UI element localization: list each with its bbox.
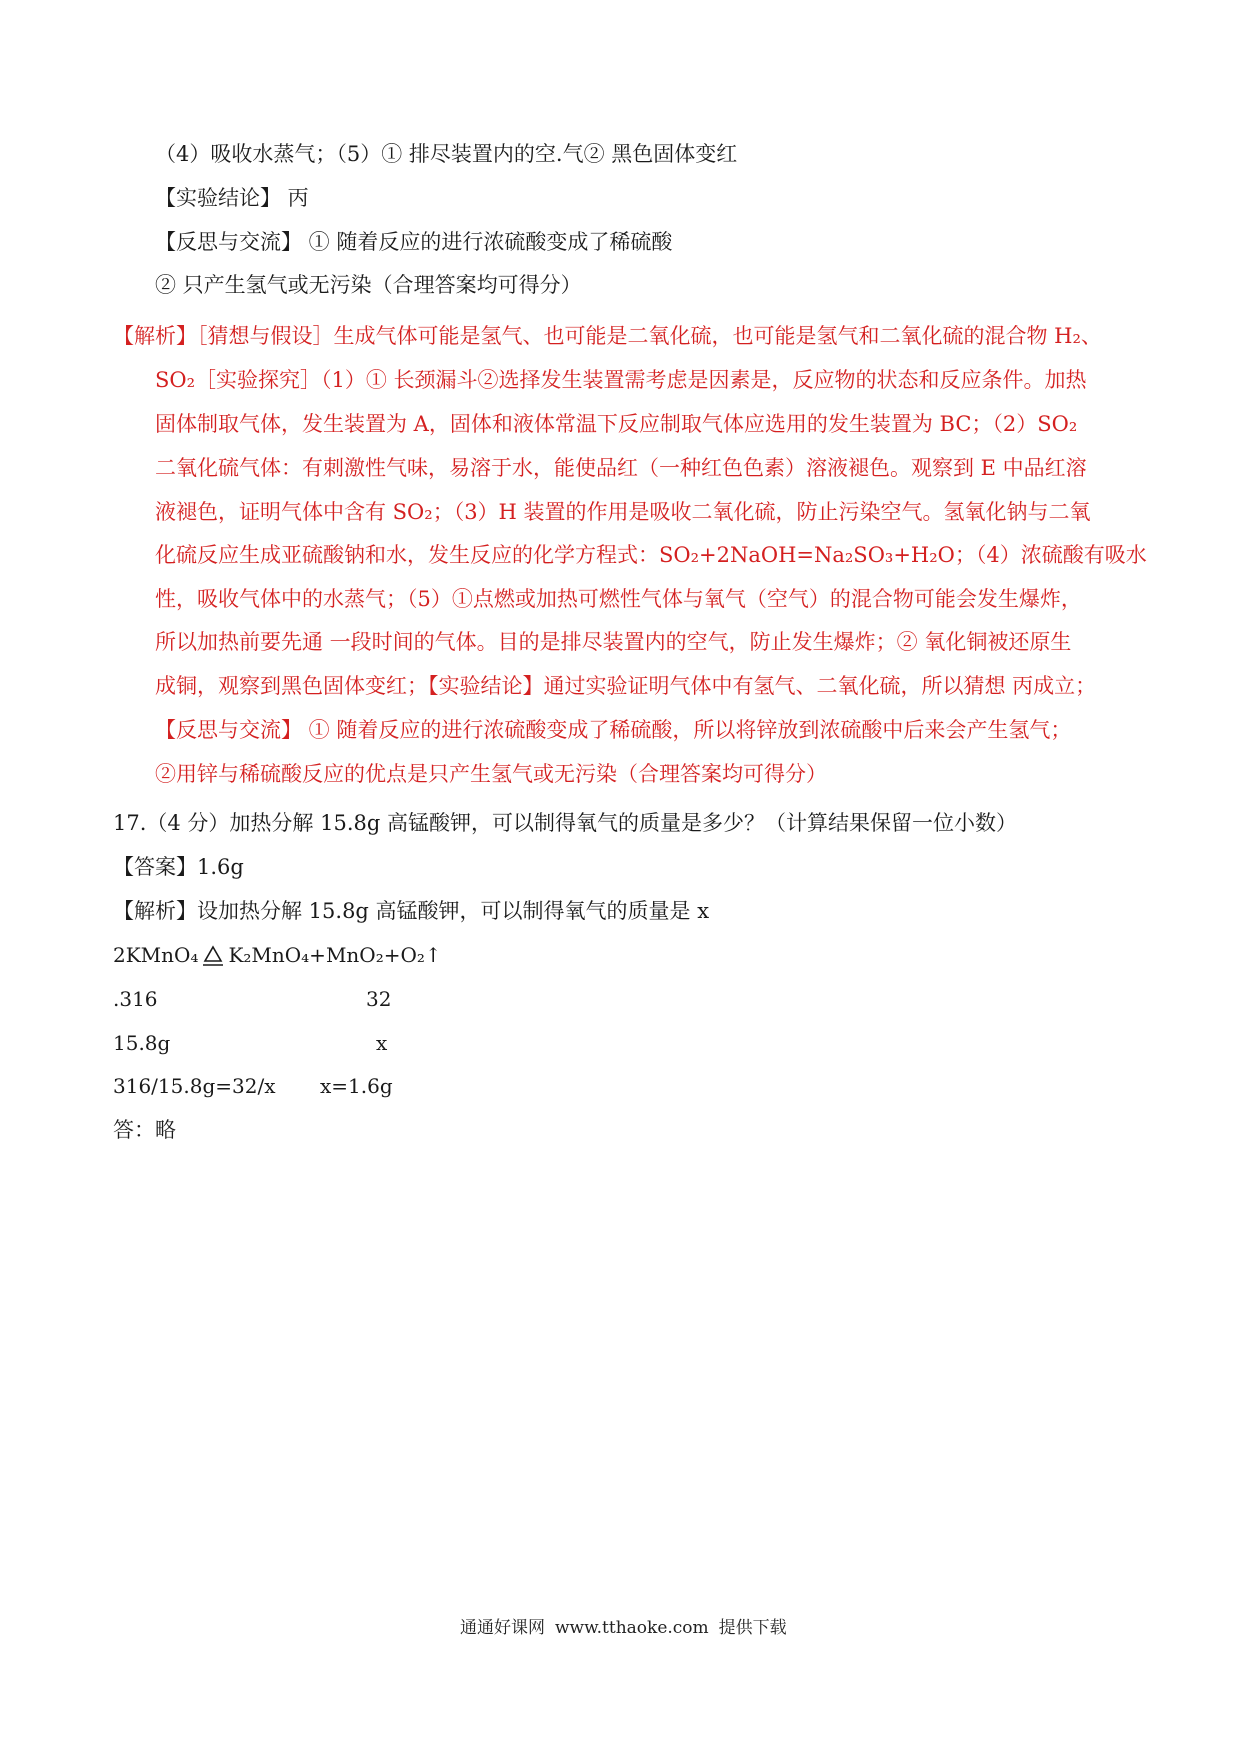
answer-reflection-2: ② 只产生氢气或无污染（合理答案均可得分）	[155, 273, 582, 297]
page-footer	[460, 1616, 787, 1640]
analysis-line: ②用锌与稀硫酸反应的优点是只产生氢气或无污染（合理答案均可得分）	[155, 762, 827, 786]
answer-conclusion: 【实验结论】 丙	[155, 186, 309, 210]
ratio-row-2-left: 15.8g	[113, 1031, 171, 1055]
chemical-equation	[113, 941, 442, 969]
answer-reflection: 【反思与交流】 ① 随着反应的进行浓硫酸变成了稀硫酸	[155, 230, 673, 254]
analysis-line: 化硫反应生成亚硫酸钠和水，发生反应的化学方程式：SO₂+2NaOH=Na₂SO₃+H₂O；（4）浓硫酸有吸水	[155, 543, 1147, 567]
equation-reactant: 2KMnO₄	[113, 943, 199, 967]
footer-site-name: 通通好课网	[460, 1618, 545, 1638]
analysis-line: 所以加热前要先通 一段时间的气体。目的是排尽装置内的空气，防止发生爆炸；② 氧化铜被还原生	[155, 630, 1072, 654]
analysis-line: 二氧化硫气体：有刺激性气味，易溶于水，能使品红（一种红色色素）溶液褪色。观察到 E 中品红溶	[155, 456, 1087, 480]
footer-url-link[interactable]: www.tthaoke.com	[555, 1618, 709, 1638]
heat-triangle-icon	[202, 944, 224, 966]
ratio-row-3-right: x=1.6g	[320, 1074, 393, 1098]
answer-line-4-5: （4）吸收水蒸气；（5）① 排尽装置内的空.气② 黑色固体变红	[155, 142, 738, 166]
footer-note: 提供下载	[718, 1618, 787, 1638]
analysis-line: SO₂［实验探究］（1）① 长颈漏斗②选择发生装置需考虑是因素是，反应物的状态和反应条件。加热	[155, 368, 1087, 392]
analysis-17: 【解析】设加热分解 15.8g 高锰酸钾，可以制得氧气的质量是 x	[113, 899, 710, 923]
analysis-line: 液褪色，证明气体中含有 SO₂；（3）H 装置的作用是吸收二氧化硫，防止污染空气。氢氧化钠与二氧	[155, 500, 1091, 524]
conclusion-17: 答：略	[113, 1118, 176, 1142]
equation-products: K₂MnO₄+MnO₂+O₂↑	[228, 943, 442, 967]
analysis-line: 性，吸收气体中的水蒸气；（5）①点燃或加热可燃性气体与氧气（空气）的混合物可能会发生爆炸，	[155, 587, 1082, 611]
analysis-line: 成铜，观察到黑色固体变红；【实验结论】通过实验证明气体中有氢气、二氧化硫，所以猜想 丙成立；	[155, 674, 1097, 698]
analysis-line: 固体制取气体，发生装置为 A，固体和液体常温下反应制取气体应选用的发生装置为 BC；（2）SO₂	[155, 412, 1078, 436]
analysis-line: 【解析】［猜想与假设］生成气体可能是氢气、也可能是二氧化硫，也可能是氢气和二氧化硫的混合物 H₂、	[113, 324, 1102, 348]
ratio-row-3-left: 316/15.8g=32/x	[113, 1074, 276, 1098]
analysis-line: 【反思与交流】 ① 随着反应的进行浓硫酸变成了稀硫酸，所以将锌放到浓硫酸中后来会产生氢气；	[155, 718, 1072, 742]
answer-17: 【答案】1.6g	[113, 855, 244, 879]
ratio-row-1-right: 32	[366, 987, 392, 1011]
question-17: 17.（4 分）加热分解 15.8g 高锰酸钾，可以制得氧气的质量是多少？（计算结果保留一位小数）	[113, 811, 1017, 835]
ratio-row-1-left: .316	[113, 987, 158, 1011]
ratio-row-2-right: x	[376, 1031, 388, 1055]
